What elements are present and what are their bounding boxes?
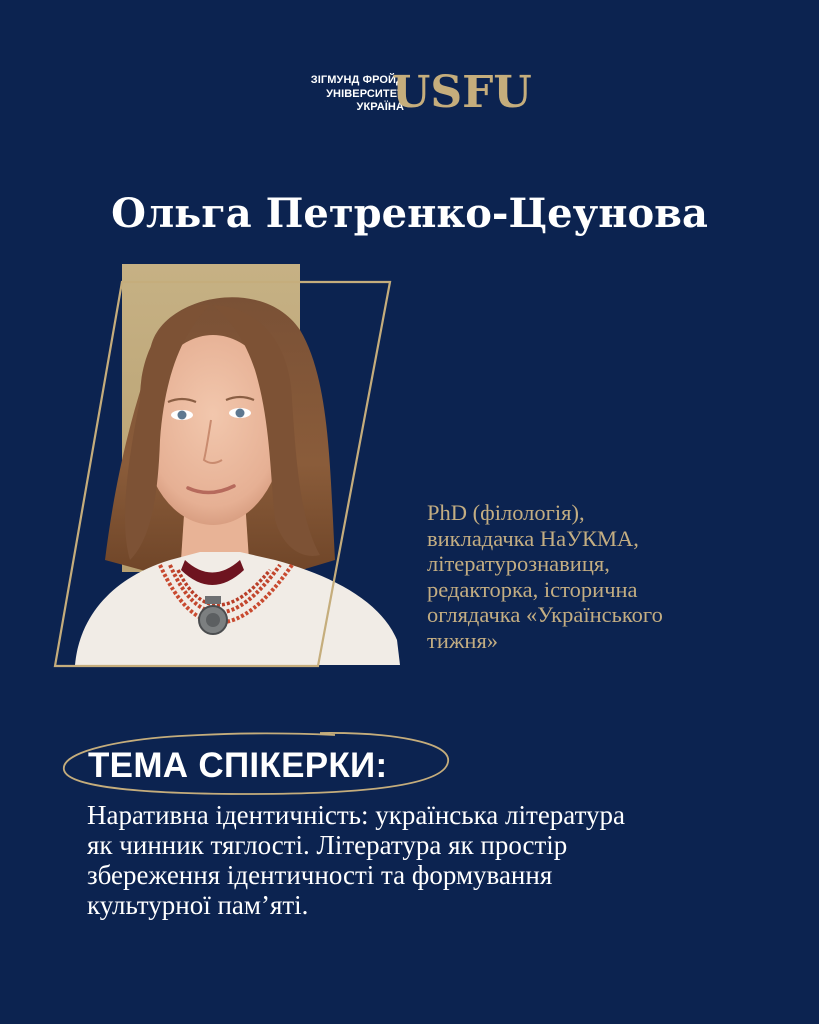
logo-line-3: УКРАЇНА (356, 101, 404, 113)
bio-line: викладачка НаУКМА, (427, 525, 639, 551)
logo-wordmark (311, 74, 404, 115)
logo-line-1: ЗІГМУНД ФРОЙД (310, 74, 404, 86)
gold-backdrop (122, 264, 300, 572)
topic-line: збереження ідентичності та формування (87, 860, 553, 890)
logo-line-2: УНІВЕРСИТЕТ (326, 87, 404, 100)
bio-line: редакторка, історична (427, 576, 638, 602)
bio-line: тижня» (427, 627, 499, 653)
university-logo (270, 67, 560, 122)
speaker-name: Ольга Петренко-Цеунова (111, 190, 708, 237)
bio-line: оглядачка «Українського (427, 602, 663, 627)
topic-line: культурної пам’яті. (87, 890, 309, 920)
bio-line: літературознавиця, (427, 551, 610, 576)
topic-line: Наративна ідентичність: українська література (87, 800, 626, 830)
topic-description (87, 800, 787, 920)
topic-line: як чинник тяглості. Література як простір (87, 830, 568, 860)
topic-heading: ТЕМА СПІКЕРКИ: (88, 746, 388, 785)
portrait-figure (75, 297, 400, 665)
gold-frame (55, 282, 390, 666)
logo-mark: USFU (392, 67, 532, 118)
speaker-bio (427, 500, 747, 653)
bio-line: PhD (філологія), (427, 500, 585, 525)
topic-heading-badge (60, 728, 460, 808)
